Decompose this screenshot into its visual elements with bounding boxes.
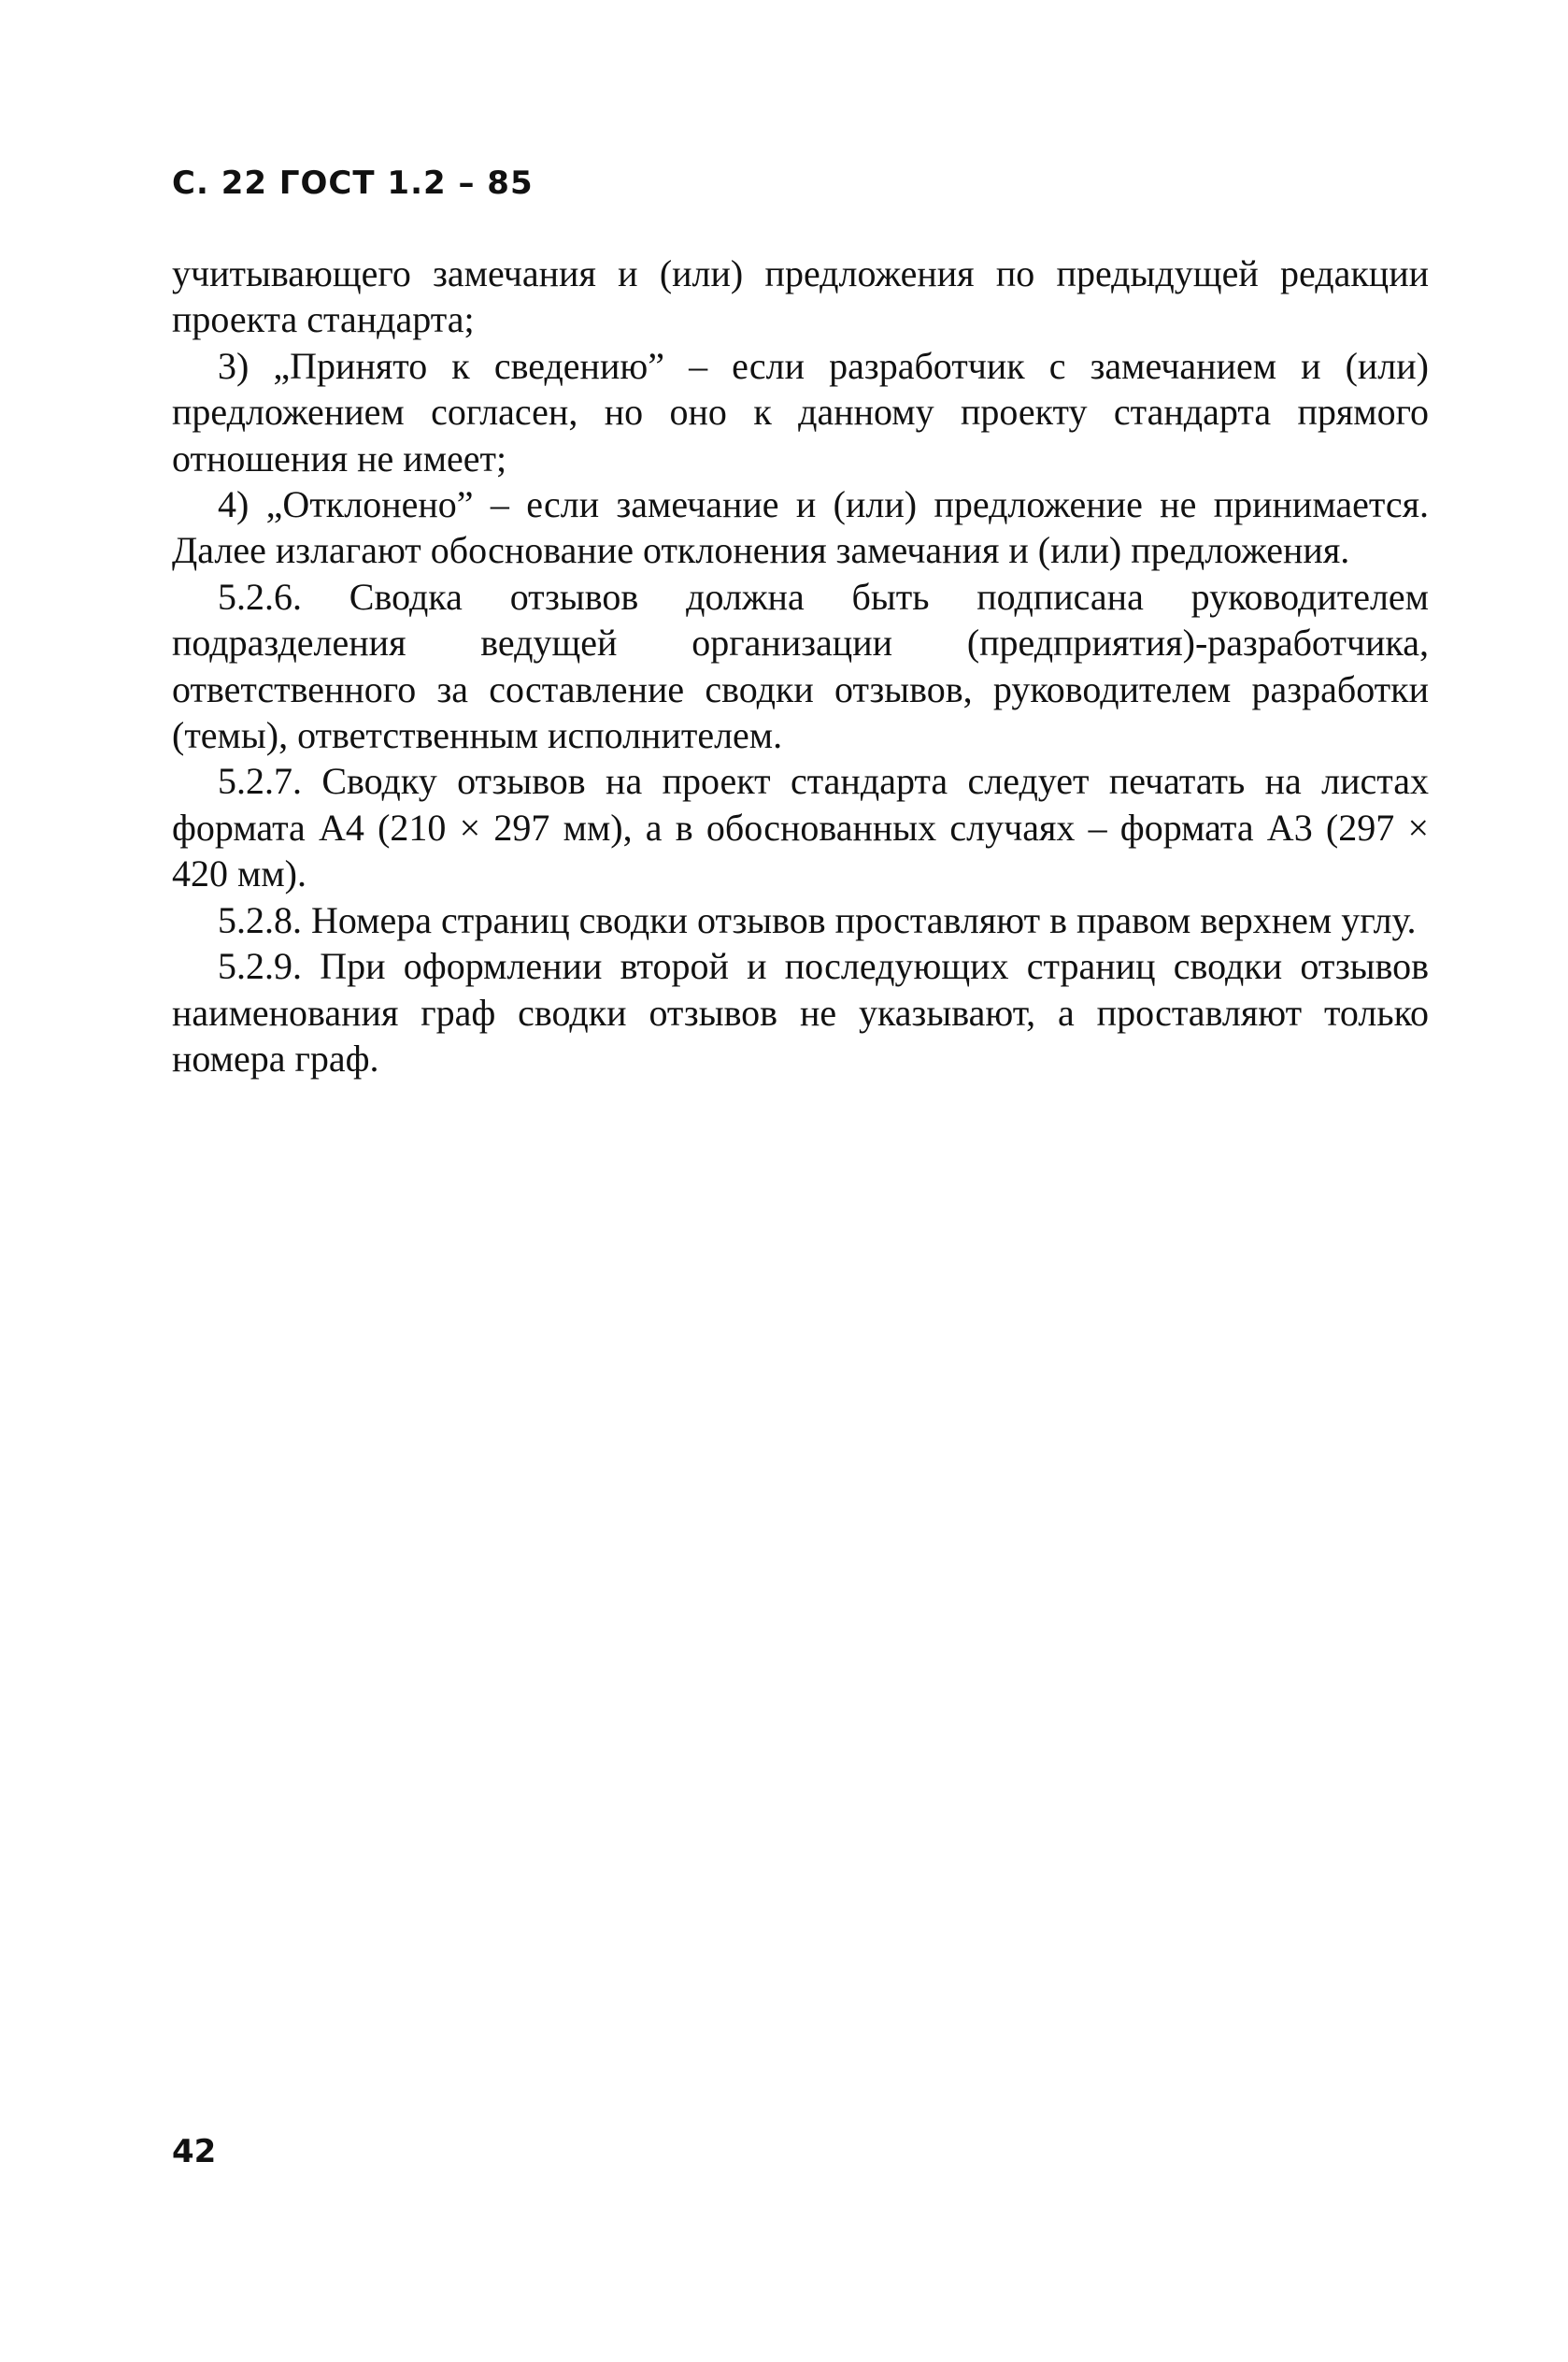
page-number: 42	[172, 2133, 217, 2170]
paragraph-item-3: 3) „Принято к сведению” – если разработчик с замечанием и (или) предложением согласен, но оно к данному проекту стандарта прямого отношения не имеет;	[172, 344, 1429, 480]
body-text	[172, 251, 1429, 1081]
paragraph-5-2-9: 5.2.9. При оформлении второй и последующих страниц сводки отзывов наименования граф сводки отзывов не указывают, а проставляют только номера граф.	[172, 945, 1429, 1080]
running-head: С. 22 ГОСТ 1.2 – 85	[172, 165, 534, 202]
paragraph-5-2-7: 5.2.7. Сводку отзывов на проект стандарта следует печатать на листах формата А4 (210 × 297 мм), а в обоснованных случаях – формата А3 (297 × 420 мм).	[172, 760, 1429, 895]
paragraph-continuation: учитывающего замечания и (или) предложения по предыдущей редакции проекта стандарта;	[172, 252, 1429, 341]
paragraph-5-2-8: 5.2.8. Номера страниц сводки отзывов проставляют в правом верхнем углу.	[218, 898, 1417, 941]
paragraph-5-2-6: 5.2.6. Сводка отзывов должна быть подписана руководителем подразделения ведущей организации (предприятия)-разработчика, ответственного за составление сводки отзывов, руководителем разработки (темы), ответственным исполнителем.	[172, 575, 1429, 757]
paragraph-item-4: 4) „Отклонено” – если замечание и (или) предложение не принимается. Далее излагают обоснование отклонения замечания и (или) предложения.	[172, 483, 1429, 572]
